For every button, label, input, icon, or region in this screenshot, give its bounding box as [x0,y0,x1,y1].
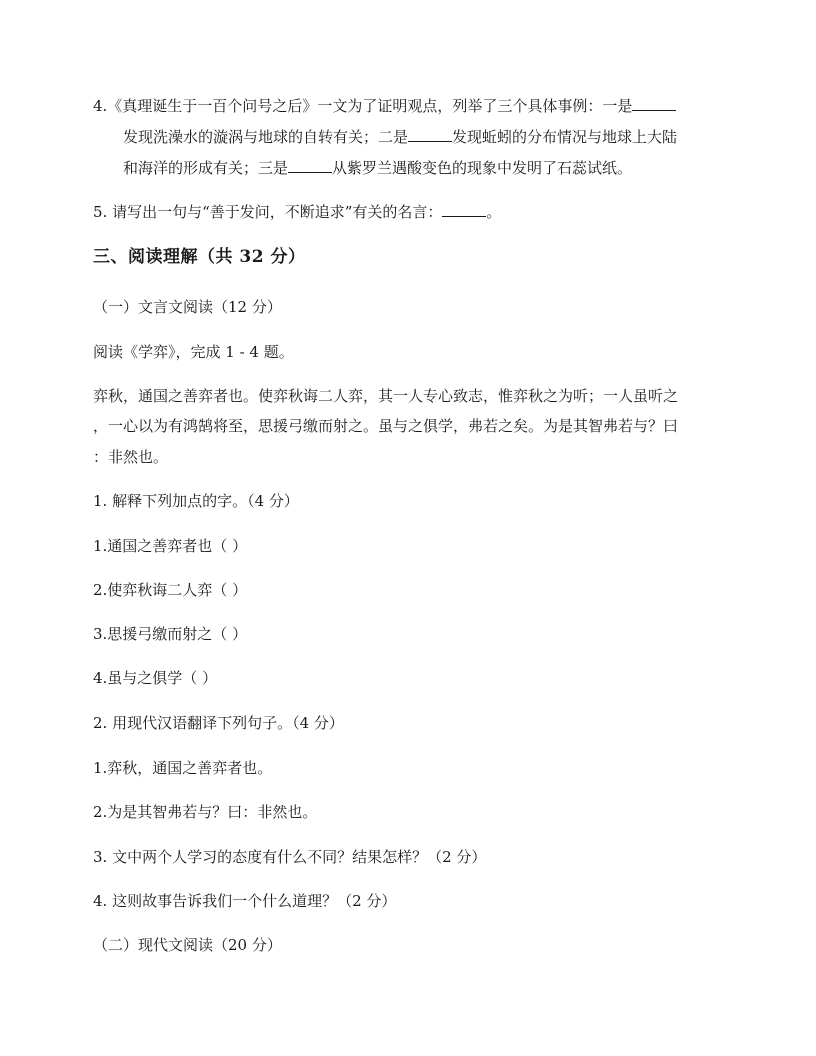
reading-instruction: 阅读《学弈》，完成 1 - 4 题。 [93,343,294,361]
answer-blank[interactable] [632,96,676,111]
part2-title: （二）现代文阅读（20 分） [93,936,282,954]
q5-line [93,202,733,222]
q4-line-2 [123,127,763,147]
q4-line-2-text-b: 发现蚯蚓的分布情况与地球上大陆 [452,128,678,146]
q5-text: 5. 请写出一句与“善于发问，不断追求”有关的名言： [93,203,443,221]
q4-line-3-text-a: 和海洋的形成有关；三是 [123,159,289,177]
answer-blank[interactable] [442,202,486,217]
question-1-item-2: 2.使弈秋诲二人弈（ ） [93,581,248,599]
q5-text-end: 。 [486,203,502,221]
section-heading: 三、阅读理解（共 32 分） [93,247,306,267]
q4-line-1-text: 4.《真理诞生于一百个问号之后》一文为了证明观点，列举了三个具体事例：一是 [93,97,633,115]
question-1-prompt: 1. 解释下列加点的字。（4 分） [93,492,299,510]
q4-line-1 [93,96,733,116]
q4-line-3-text-b: 从紫罗兰遇酸变色的现象中发明了石蕊试纸。 [332,159,633,177]
question-2-item-1: 1.弈秋，通国之善弈者也。 [93,759,273,777]
question-1-item-4: 4.虽与之俱学（ ） [93,669,218,687]
answer-blank[interactable] [288,158,332,173]
part1-title: （一）文言文阅读（12 分） [93,298,282,316]
question-1-item-1: 1.通国之善弈者也（ ） [93,537,248,555]
question-2-item-2: 2.为是其智弗若与？曰：非然也。 [93,803,318,821]
question-1-item-3: 3.思援弓缴而射之（ ） [93,625,248,643]
question-2-prompt: 2. 用现代汉语翻译下列句子。（4 分） [93,714,344,732]
passage-line-3: ：非然也。 [93,448,169,466]
passage-line-2: ，一心以为有鸿鹄将至，思援弓缴而射之。虽与之俱学，弗若之矣。为是其智弗若与？曰 [93,417,679,435]
q4-line-3 [123,158,763,178]
question-4: 4. 这则故事告诉我们一个什么道理？（2 分） [93,892,397,910]
q4-line-2-text-a: 发现洗澡水的漩涡与地球的自转有关；二是 [123,128,409,146]
passage-line-1: 弈秋，通国之善弈者也。使弈秋诲二人弈，其一人专心致志，惟弈秋之为听；一人虽听之 [93,387,679,405]
answer-blank[interactable] [408,127,452,142]
question-3: 3. 文中两个人学习的态度有什么不同？结果怎样？（2 分） [93,848,487,866]
